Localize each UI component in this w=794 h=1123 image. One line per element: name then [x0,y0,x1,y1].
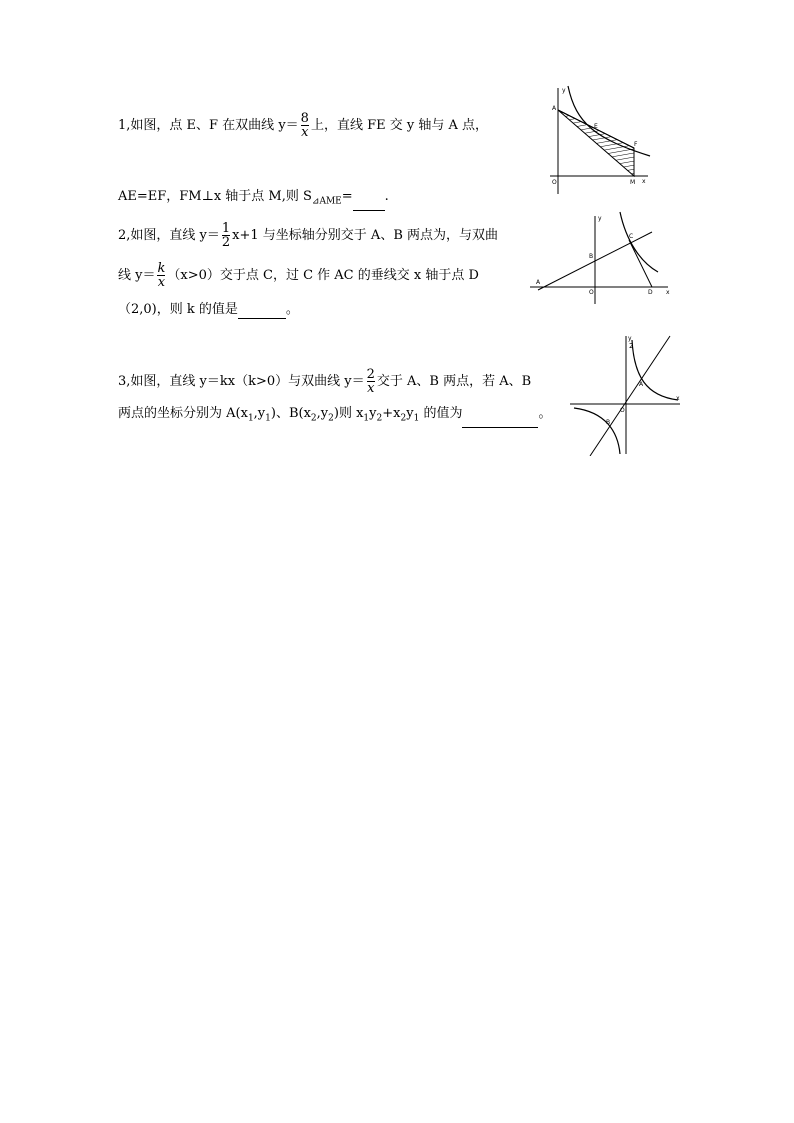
label-o: O [552,179,557,186]
label-e: E [594,123,598,130]
problem-1-number: 1, [118,118,131,133]
fraction-2-over-x: $\frac{2}{x}$ [366,367,375,396]
label-x: x [642,178,646,185]
problem-1-line-2: AE=EF，FM⊥x 轴于点 M,则 $S_{⊿AME}=$ . [118,188,389,211]
problem-1-line-1 [118,112,488,139]
problem-1-figure [540,84,660,196]
label-o: O [620,407,625,414]
perpendicular-cd [629,240,652,287]
label-y: y [628,335,632,342]
label-o: O [589,289,594,296]
line-y-kx [590,336,670,456]
answer-blank-3[interactable] [462,415,538,428]
label-b: B [589,253,594,260]
answer-blank-2[interactable] [238,306,286,319]
problem-2-figure [528,210,678,306]
label-b: B [606,419,611,426]
label-y: y [598,215,602,222]
hyperbola-branch-2 [574,408,620,454]
problem-2-line-2: 线 y＝ $\frac{k}{x}$ （x>0）交于点 C，过 C 作 AC 的垂线交 x 轴于点 D [118,261,479,290]
label-c: C [629,233,634,240]
problem-1-text-b: 上，直线 FE 交 y 轴与 A 点， [310,118,488,133]
label-f: F [634,141,638,148]
problem-2-line-3: （2,0)，则 k 的值是 。 [118,302,299,317]
label-m: M [630,179,636,186]
label-d: D [648,289,653,296]
shaded-triangle [558,110,634,176]
label-y: y [562,87,566,94]
fraction-k-over-x: $\frac{k}{x}$ [157,261,166,290]
problem-3-line-1: 3,如图，直线 y＝kx（k>0）与双曲线 y＝ $\frac{2}{x}$ 交于 A、B 两点，若 A、B [118,367,532,396]
label-x: x [676,395,680,402]
label-a: A [536,279,541,286]
problem-3-number: 3, [118,374,131,389]
label-a: A [552,105,557,112]
problem-3-line-2: 两点的坐标分别为 $A(x_1,y_1)$、$B(x_2,y_2)$则 $x_1y_2+x_2y_1$ 的值为 。 [118,405,551,428]
label-2: 2 [629,342,634,350]
problem-1-text-a: 如图，点 E、F 在双曲线 y＝ [130,118,299,133]
fraction-1-over-2: $\frac{1}{2}$ [221,221,231,250]
fraction-8-over-x: $\frac{8}{x}$ [300,111,309,140]
problem-2-number: 2, [118,228,131,243]
answer-blank-1[interactable] [353,198,385,211]
hyperbola-branch-1 [632,340,678,400]
label-x: x [666,289,670,296]
hyperbola-curve [620,212,658,272]
problem-3-figure [568,334,684,456]
label-a: A [639,381,644,388]
problem-2-line-1: 2,如图，直线 y＝ $\frac{1}{2}$ x+1 与坐标轴分别交于 A、B 两点为，与双曲 [118,221,499,250]
